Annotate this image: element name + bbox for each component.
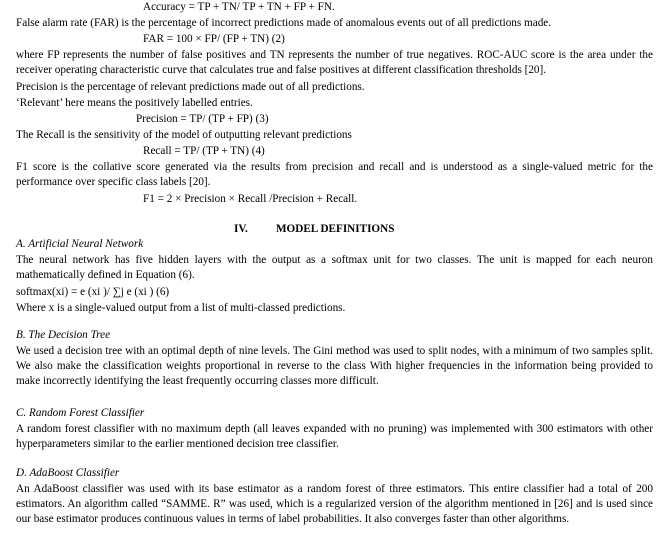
softmax-equation: softmax(xi) = e (xi )/ ∑j e (xi ) (6) [16,286,170,298]
f1-equation: F1 = 2 × Precision × Recall /Precision + Recall. [143,193,358,205]
section-numeral: IV. [234,223,248,235]
subsection-heading-random-forest: C. Random Forest Classifier [16,407,145,419]
subsection-heading-adaboost: D. AdaBoost Classifier [16,467,120,479]
relevant-definition: ‘Relevant’ here means the positively labelled entries. [16,97,253,109]
subsection-heading-decision-tree: B. The Decision Tree [16,329,111,341]
f1-paragraph: F1 score is the collative score generated via the results from precision and recall and is understood as a single-valued metric for the performance over specific class labels [20]. [16,161,653,189]
precision-definition: Precision is the percentage of relevant predictions made out of all predictions. [16,81,365,93]
random-forest-paragraph: A random forest classifier with no maximum depth (all leaves expanded with no pruning) was implemented with 300 estimators with other hyperparameters similar to the earlier mentioned decision tree classifier. [16,423,653,451]
precision-equation: Precision = TP/ (TP + FP) (3) [136,113,269,125]
ann-note: Where x is a single-valued output from a list of multi-classed predictions. [16,302,346,314]
accuracy-equation: Accuracy = TP + TN/ TP + TN + FP + FN. [143,1,335,13]
recall-definition: The Recall is the sensitivity of the model of outputting relevant predictions [16,129,352,141]
ann-paragraph: The neural network has five hidden layers with the output as a softmax unit for two classes. The unit is mapped for each neuron mathematically defined in Equation (6). [16,254,653,282]
far-equation: FAR = 100 × FP/ (FP + TN) (2) [143,33,285,45]
recall-equation: Recall = TP/ (TP + TN) (4) [143,145,265,157]
far-definition: False alarm rate (FAR) is the percentage of incorrect predictions made of anomalous events out of all predictions made. [16,17,552,29]
roc-auc-paragraph: where FP represents the number of false positives and TN represents the number of true negatives. ROC-AUC score is the area under the receiver operating characteristic curve that calculates true and false positives at different classification thresholds [20]. [16,49,653,77]
section-title: MODEL DEFINITIONS [276,223,395,235]
decision-tree-paragraph: We used a decision tree with an optimal depth of nine levels. The Gini method was used to split nodes, with a minimum of two samples split. We also make the classification weights proportional in reverse to the class With higher frequencies in the information being provided to make incorrectly identifying the least frequently occurring classes more difficult. [16,345,653,388]
adaboost-paragraph: An AdaBoost classifier was used with its base estimator as a random forest of three estimators. This entire classifier had a total of 200 estimators. An algorithm called “SAMME. R” was used, which is a regularized version of the algorithm mentioned in [26] and is used since our base estimator produces continuous values in terms of label probabilities. It also converges faster than other algorithms. [16,483,653,526]
subsection-heading-ann: A. Artificial Neural Network [16,238,144,250]
